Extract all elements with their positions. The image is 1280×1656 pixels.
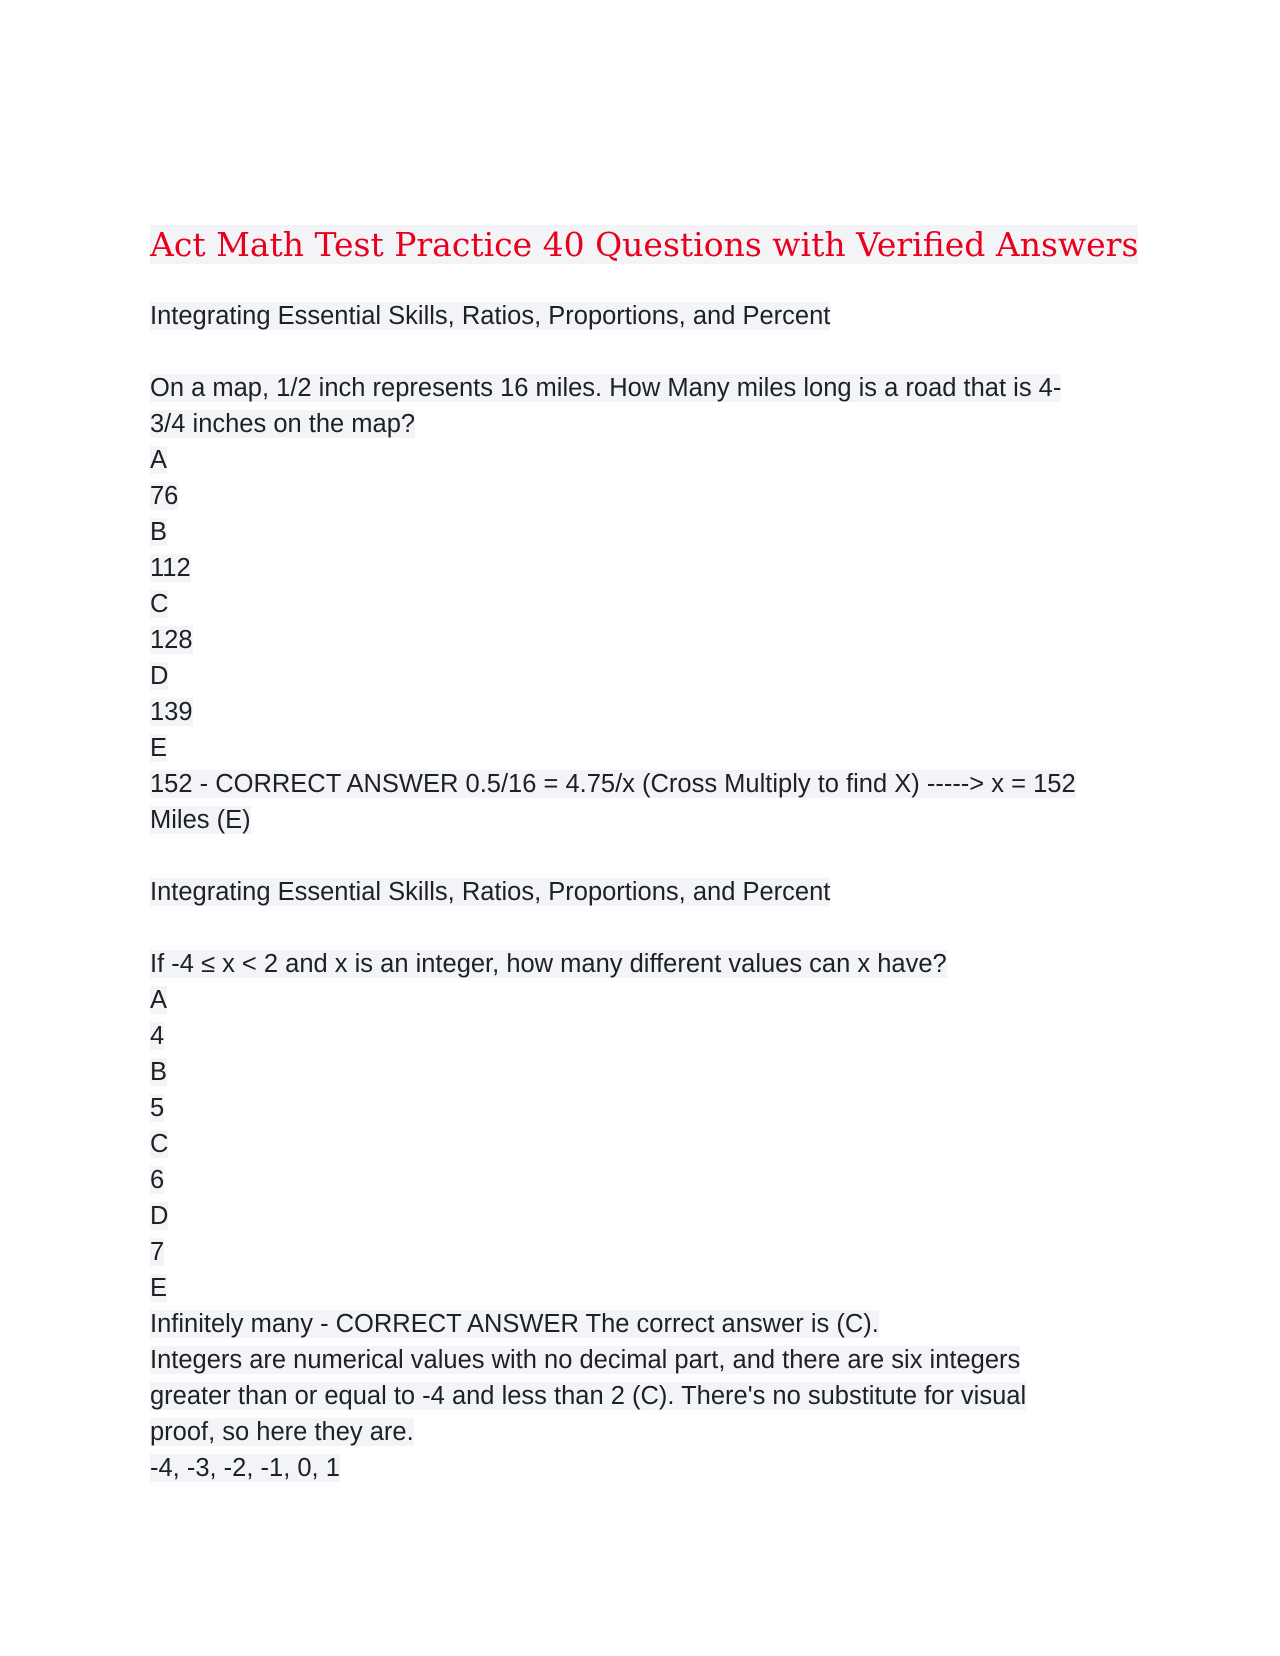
option-letter: D [150, 662, 169, 690]
option-value: 112 [150, 554, 191, 582]
option-letter: B [150, 1058, 168, 1086]
spacer [150, 334, 1130, 370]
option-value: 139 [150, 698, 193, 726]
option-value: 6 [150, 1166, 165, 1194]
spacer [150, 910, 1130, 946]
section-heading: Integrating Essential Skills, Ratios, Proportions, and Percent [150, 302, 831, 330]
option-letter: B [150, 518, 168, 546]
option-value: 76 [150, 482, 179, 510]
question-text-line: On a map, 1/2 inch represents 16 miles. How Many miles long is a road that is 4- [150, 374, 1062, 402]
option-letter: C [150, 1130, 169, 1158]
option-letter: A [150, 446, 168, 474]
document-title [150, 220, 1139, 270]
answer-text-line: Miles (E) [150, 806, 251, 834]
answer-text-line: proof, so here they are. [150, 1418, 414, 1446]
answer-text-line: 152 - CORRECT ANSWER 0.5/16 = 4.75/x (Cross Multiply to find X) -----> x = 152 [150, 770, 1076, 798]
option-value: 5 [150, 1094, 165, 1122]
option-value: 128 [150, 626, 193, 654]
option-letter: D [150, 1202, 169, 1230]
option-value: 7 [150, 1238, 165, 1266]
option-letter: A [150, 986, 168, 1014]
question-block-1 [150, 298, 1130, 838]
question-block-2 [150, 874, 1130, 1486]
question-text-line: 3/4 inches on the map? [150, 410, 416, 438]
document-title-text: Act Math Test Practice 40 Questions with Verified Answers [150, 225, 1139, 264]
answer-text-line: greater than or equal to -4 and less than 2 (C). There's no substitute for visual [150, 1382, 1027, 1410]
spacer [150, 838, 1130, 874]
answer-text-line: Integers are numerical values with no decimal part, and there are six integers [150, 1346, 1021, 1374]
question-text-line: If -4 ≤ x < 2 and x is an integer, how many different values can x have? [150, 950, 947, 978]
option-letter: C [150, 590, 169, 618]
answer-text-line: Infinitely many - CORRECT ANSWER The correct answer is (C). [150, 1310, 879, 1338]
document-content [150, 220, 1139, 1486]
answer-text-line: -4, -3, -2, -1, 0, 1 [150, 1454, 340, 1482]
option-value: 4 [150, 1022, 165, 1050]
option-letter: E [150, 734, 168, 762]
section-heading: Integrating Essential Skills, Ratios, Proportions, and Percent [150, 878, 831, 906]
option-letter: E [150, 1274, 168, 1302]
